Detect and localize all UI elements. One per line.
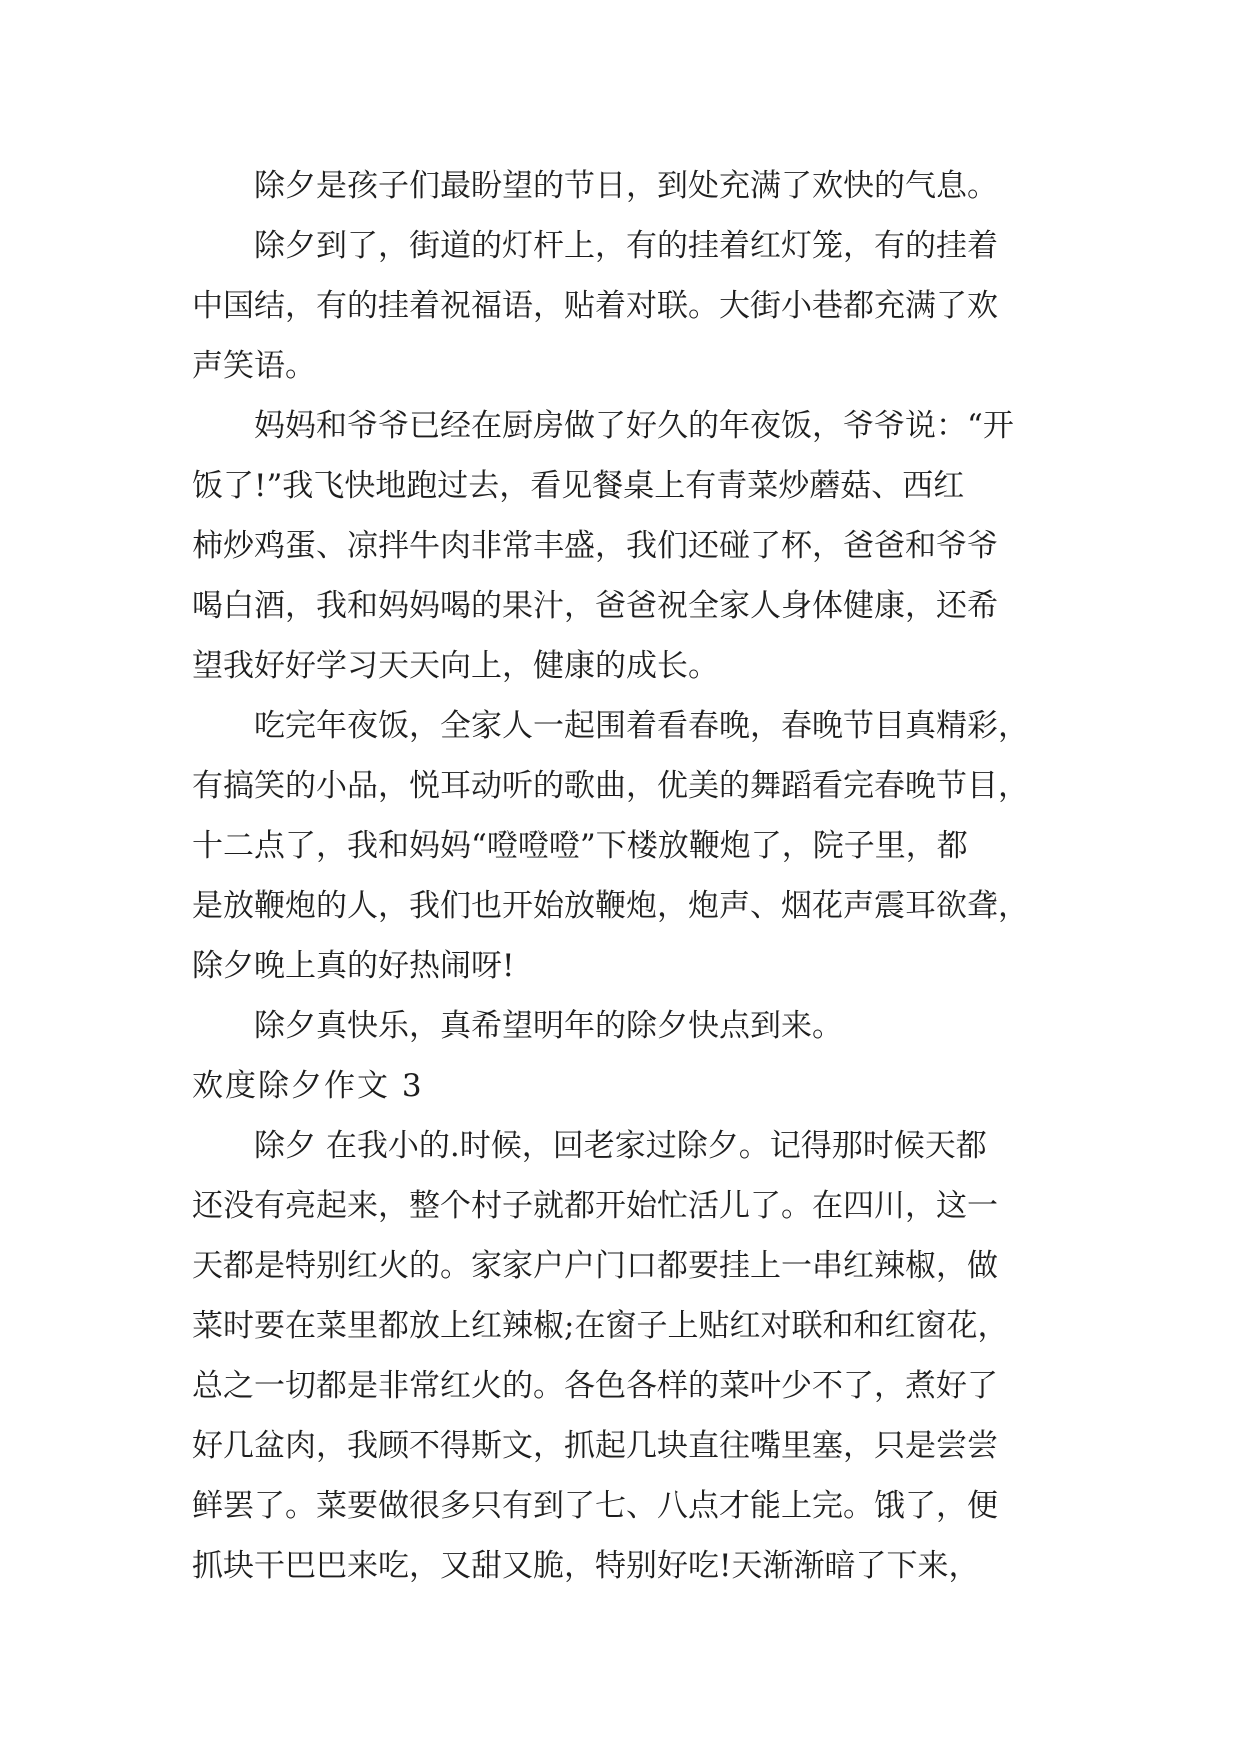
paragraph-line: 菜时要在菜里都放上红辣椒;在窗子上贴红对联和和红窗花， xyxy=(192,1308,1009,1344)
section-title-text: 欢度除夕作文 3 xyxy=(192,1068,424,1104)
paragraph-line: 中国结，有的挂着祝福语，贴着对联。大街小巷都充满了欢 xyxy=(192,288,998,324)
paragraph-line: 天都是特别红火的。家家户户门口都要挂上一串红辣椒，做 xyxy=(192,1248,998,1284)
paragraph-3 xyxy=(192,396,1072,696)
paragraph-line: 是放鞭炮的人，我们也开始放鞭炮，炮声、烟花声震耳欲聋， xyxy=(192,888,1029,924)
paragraph-line: 除夕是孩子们最盼望的节日，到处充满了欢快的气息。 xyxy=(254,168,998,204)
paragraph-line: 声笑语。 xyxy=(192,348,316,384)
paragraph-line: 吃完年夜饭，全家人一起围着看春晚，春晚节目真精彩， xyxy=(254,708,1029,744)
paragraph-line: 抓块干巴巴来吃，又甜又脆，特别好吃!天渐渐暗了下来， xyxy=(192,1548,980,1584)
paragraph-line: 好几盆肉，我顾不得斯文，抓起几块直往嘴里塞，只是尝尝 xyxy=(192,1428,998,1464)
paragraph-line: 妈妈和爷爷已经在厨房做了好久的年夜饭，爷爷说：“开 xyxy=(254,408,1014,444)
paragraph-line: 喝白酒，我和妈妈喝的果汁，爸爸祝全家人身体健康，还希 xyxy=(192,588,998,624)
section-paragraph-1 xyxy=(192,1116,1072,1596)
paragraph-line: 柿炒鸡蛋、凉拌牛肉非常丰盛，我们还碰了杯，爸爸和爷爷 xyxy=(192,528,998,564)
paragraph-line: 饭了!”我飞快地跑过去，看见餐桌上有青菜炒蘑菇、西红 xyxy=(192,468,965,504)
paragraph-2 xyxy=(192,216,1072,396)
paragraph-5 xyxy=(192,996,1072,1056)
paragraph-line: 望我好好学习天天向上，健康的成长。 xyxy=(192,648,719,684)
paragraph-line: 有搞笑的小品，悦耳动听的歌曲，优美的舞蹈看完春晚节目， xyxy=(192,768,1029,804)
document-page xyxy=(192,156,1072,1596)
paragraph-line: 除夕真快乐，真希望明年的除夕快点到来。 xyxy=(254,1008,843,1044)
paragraph-4 xyxy=(192,696,1072,996)
paragraph-line: 除夕到了，街道的灯杆上，有的挂着红灯笼，有的挂着 xyxy=(254,228,998,264)
paragraph-line: 十二点了，我和妈妈“噔噔噔”下楼放鞭炮了，院子里，都 xyxy=(192,828,968,864)
paragraph-line: 还没有亮起来，整个村子就都开始忙活儿了。在四川，这一 xyxy=(192,1188,998,1224)
paragraph-line: 总之一切都是非常红火的。各色各样的菜叶少不了，煮好了 xyxy=(192,1368,998,1404)
paragraph-line: 鲜罢了。菜要做很多只有到了七、八点才能上完。饿了，便 xyxy=(192,1488,998,1524)
section-title xyxy=(192,1056,1072,1116)
paragraph-line: 除夕晚上真的好热闹呀! xyxy=(192,948,515,984)
paragraph-line: 除夕 在我小的.时候，回老家过除夕。记得那时候天都 xyxy=(254,1128,987,1164)
paragraph-1 xyxy=(192,156,1072,216)
